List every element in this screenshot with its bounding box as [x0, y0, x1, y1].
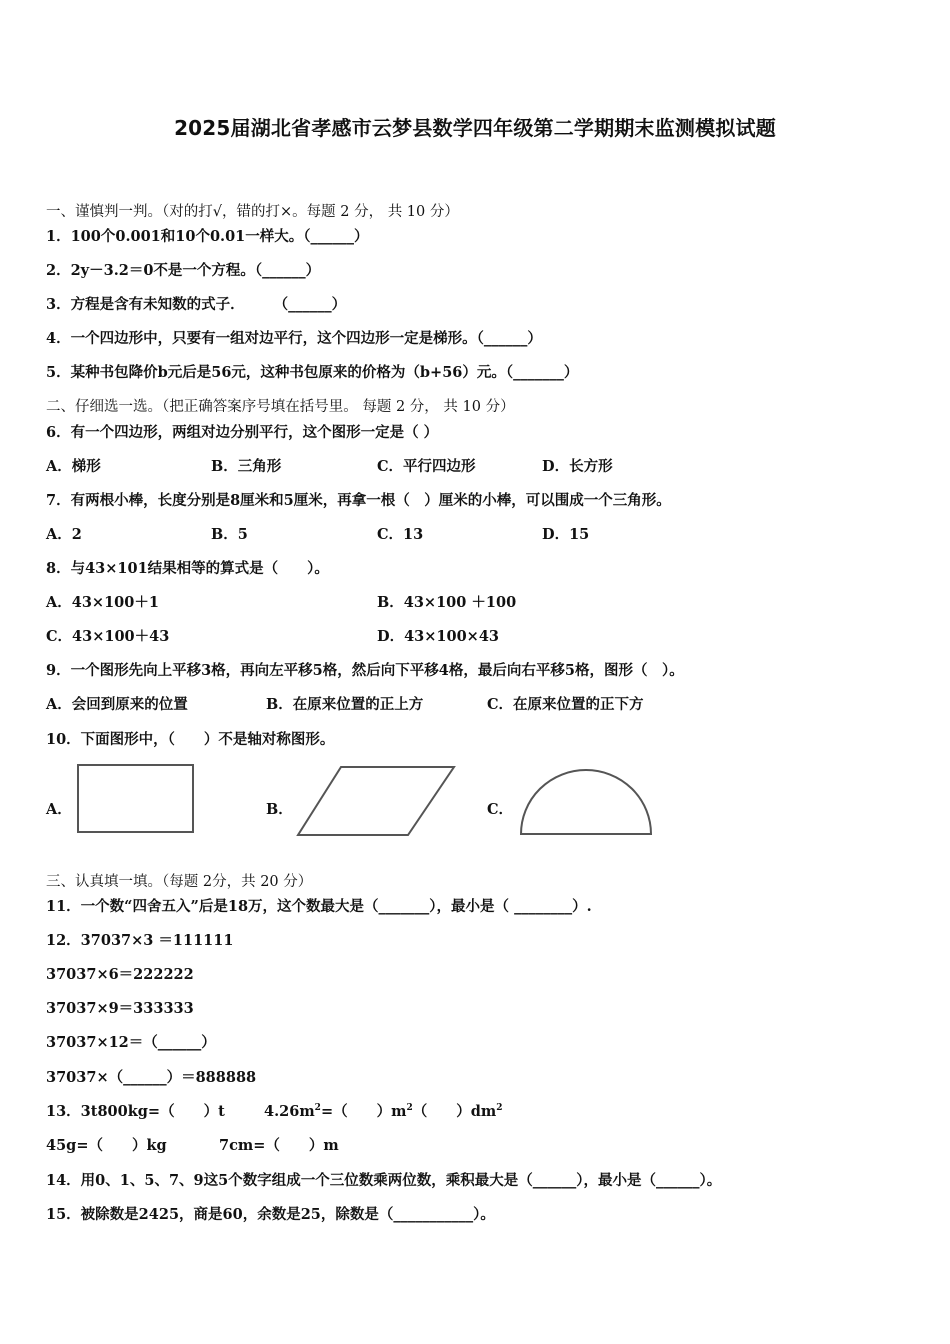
question-5: 5．某种书包降价b元后是56元，这种书包原来的价格为（b+56）元。（_______）: [46, 364, 579, 381]
question-12-line-3: 37037×9＝333333: [46, 1000, 194, 1017]
q8-option-b: B．43×100 ＋100: [377, 594, 517, 611]
q8-option-d: D．43×100×43: [377, 628, 499, 645]
q7-option-c: C．13: [377, 526, 424, 543]
q10-option-a-label: A．: [46, 801, 72, 818]
question-12-line-4: 37037×12＝（______）: [46, 1034, 216, 1051]
question-13-part-b: $4.26m^2=$（ ）$m^2$（ ）$dm^2$: [264, 1103, 503, 1120]
question-12-line-2: 37037×6＝222222: [46, 966, 194, 983]
section-3-header: 三、认真填一填。（每题 2分，共 20 分）: [46, 874, 313, 890]
q9-option-c: C．在原来位置的正下方: [487, 696, 644, 713]
question-11: 11．一个数“四舍五入”后是18万，这个数最大是（_______），最小是（ ________）.: [46, 898, 592, 915]
q6-option-d: D．长方形: [542, 458, 613, 475]
question-10: 10．下面图形中，（ ）不是轴对称图形。: [46, 731, 335, 748]
question-9: 9．一个图形先向上平移3格，再向左平移5格，然后向下平移4格，最后向右平移5格，图形（ ）。: [46, 662, 684, 679]
question-12-line-5: 37037×（______）＝888888: [46, 1069, 257, 1086]
page-title: 2025届湖北省孝感市云梦县数学四年级第二学期期末监测模拟试题: [174, 116, 776, 140]
q10-option-b-label: B．: [266, 801, 293, 818]
question-1: 1．100个0.001和10个0.01一样大。（______）: [46, 228, 369, 245]
question-3: 3．方程是含有未知数的式子． （______）: [46, 296, 347, 313]
question-7: 7．有两根小棒，长度分别是8厘米和5厘米，再拿一根（ ）厘米的小棒，可以围成一个三角形。: [46, 492, 671, 509]
q6-option-c: C．平行四边形: [377, 458, 476, 475]
q7-option-d: D．15: [542, 526, 590, 543]
question-12-line-1: 12．37037×3 ＝111111: [46, 932, 234, 949]
q7-option-a: A．2: [46, 526, 82, 543]
q6-option-b: B．三角形: [211, 458, 282, 475]
question-14: 14．用0、1、5、7、9这5个数字组成一个三位数乘两位数，乘积最大是（______），最小是（______）。: [46, 1172, 722, 1189]
section-1-header: 一、谨慎判一判。（对的打√，错的打×。每题 2 分， 共 10 分）: [46, 204, 459, 220]
question-13-part-c: 45g=（ ）kg: [46, 1137, 167, 1154]
q10-option-c-label: C．: [487, 801, 514, 818]
q9-option-a: A．会回到原来的位置: [46, 696, 188, 713]
section-2-header: 二、仔细选一选。（把正确答案序号填在括号里。 每题 2 分， 共 10 分）: [46, 399, 515, 415]
parallelogram-figure: [296, 765, 458, 837]
question-4: 4．一个四边形中，只要有一组对边平行，这个四边形一定是梯形。（______）: [46, 330, 542, 347]
q8-option-c: C．43×100＋43: [46, 628, 170, 645]
q9-option-b: B．在原来位置的正上方: [266, 696, 424, 713]
question-6: 6．有一个四边形，两组对边分别平行，这个图形一定是（ ）: [46, 424, 439, 441]
semicircle-figure: [518, 768, 654, 838]
question-13-part-d: 7cm=（ ）m: [219, 1137, 339, 1154]
question-8: 8．与43×101结果相等的算式是（ ）。: [46, 560, 329, 577]
q8-option-a: A．43×100＋1: [46, 594, 159, 611]
question-13-part-a: 13．3t800kg=（ ）t: [46, 1103, 225, 1120]
question-2: 2．2y－3.2＝0不是一个方程。（______）: [46, 262, 321, 279]
rectangle-figure: [76, 763, 196, 835]
q6-option-a: A．梯形: [46, 458, 101, 475]
q7-option-b: B．5: [211, 526, 248, 543]
question-15: 15．被除数是2425，商是60，余数是25，除数是（___________）。: [46, 1206, 495, 1223]
